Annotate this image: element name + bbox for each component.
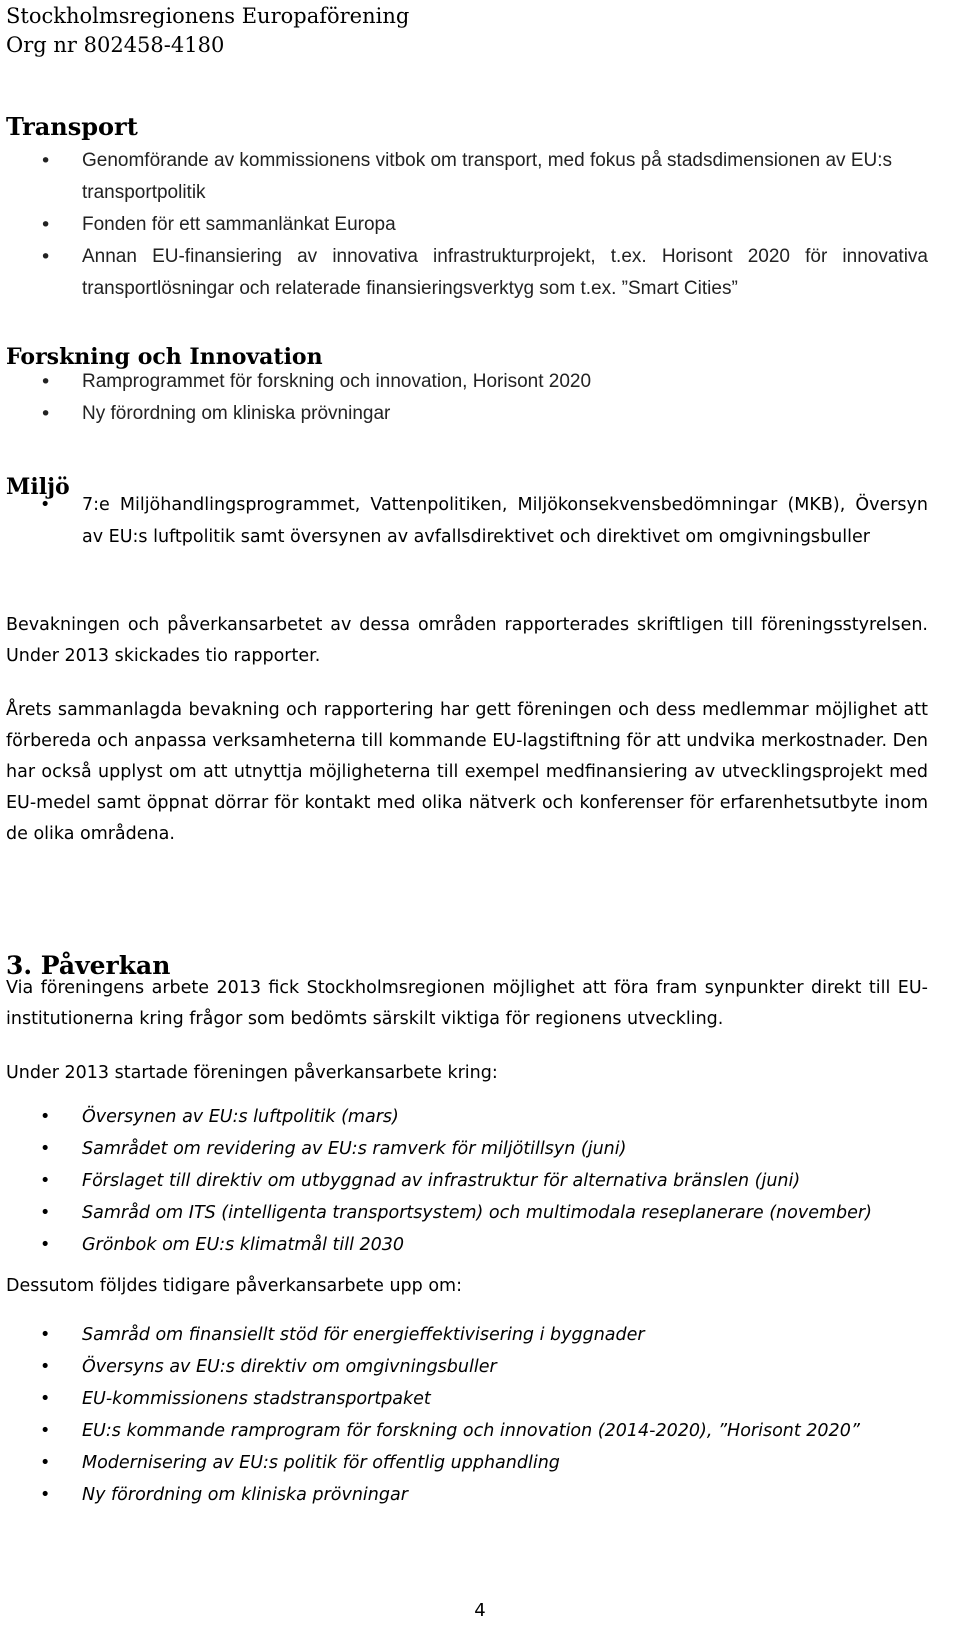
list-item: • Ny förordning om kliniska prövningar [0, 1479, 928, 1511]
org-number: Org nr 802458-4180 [6, 33, 225, 57]
list-item: • Samrådet om revidering av EU:s ramverk för miljötillsyn (juni) [0, 1133, 928, 1165]
list-item: • Översynen av EU:s luftpolitik (mars) [0, 1101, 928, 1133]
forskning-list [0, 366, 928, 430]
page-header [6, 2, 409, 60]
list-item: • Samråd om ITS (intelligenta transportsystem) och multimodala reseplanerare (november) [0, 1197, 928, 1229]
org-name: Stockholmsregionens Europaförening [6, 4, 410, 28]
list-item: • Ny förordning om kliniska prövningar [0, 398, 928, 430]
list-item: • EU-kommissionens stadstransportpaket [0, 1383, 928, 1415]
list2-intro: Dessutom följdes tidigare påverkansarbete upp om: [6, 1276, 462, 1296]
list-item: • Ramprogrammet för forskning och innovation, Horisont 2020 [0, 366, 928, 398]
paragraph-bevakning: Bevakningen och påverkansarbetet av dessa områden rapporterades skriftligen till föreningsstyrelsen. Under 2013 skickades tio rapporter. [6, 615, 928, 666]
miljo-list [0, 489, 928, 553]
list-item: • EU:s kommande ramprogram för forskning och innovation (2014-2020), ”Horisont 2020” [0, 1415, 928, 1447]
list-item: • Grönbok om EU:s klimatmål till 2030 [0, 1229, 928, 1261]
list-item: • Modernisering av EU:s politik för offentlig upphandling [0, 1447, 928, 1479]
list-item: • Annan EU-finansiering av innovativa infrastrukturprojekt, t.ex. Horisont 2020 för innovativa transportlösningar och relaterade finansieringsverktyg som t.ex. ”Smart Cities” [0, 241, 928, 305]
heading-transport: Transport [6, 112, 138, 141]
list-item: • Förslaget till direktiv om utbyggnad av infrastruktur för alternativa bränslen (juni) [0, 1165, 928, 1197]
heading-forskning: Forskning och Innovation [6, 344, 323, 370]
heading-miljo: Miljö [6, 474, 70, 500]
page-number: 4 [474, 1600, 486, 1621]
list-item: • Genomförande av kommissionens vitbok om transport, med fokus på stadsdimensionen av EU:s transportpolitik [0, 145, 928, 209]
paragraph-arets: Årets sammanlagda bevakning och rapportering har gett föreningen och dess medlemmar möjlighet att förbereda och anpassa verksamheterna till kommande EU-lagstiftning för att undvika merkostnader. Den har också upplyst om att utnyttja möjligheterna till exempel medfinansiering av utvecklingsprojekt med EU-medel samt öppnat dörrar för kontakt med olika nätverk och konferenser för erfarenhetsutbyte inom de olika områdena. [6, 700, 928, 844]
list-item: • Översyns av EU:s direktiv om omgivningsbuller [0, 1351, 928, 1383]
heading-paverkan: 3. Påverkan [6, 951, 171, 980]
list2 [0, 1319, 928, 1511]
list1-intro: Under 2013 startade föreningen påverkansarbete kring: [6, 1063, 498, 1083]
list-item: • Samråd om finansiellt stöd för energieffektivisering i byggnader [0, 1319, 928, 1351]
transport-list [0, 145, 928, 305]
list1 [0, 1101, 928, 1261]
paragraph-paverkan-intro: Via föreningens arbete 2013 fick Stockholmsregionen möjlighet att föra fram synpunkter direkt till EU-institutionerna kring frågor som bedömts särskilt viktiga för regionens utveckling. [6, 978, 928, 1029]
list-item: • 7:e Miljöhandlingsprogrammet, Vattenpolitiken, Miljökonsekvensbedömningar (MKB), Översyn av EU:s luftpolitik samt översynen av avfallsdirektivet och direktivet om omgivningsbuller [0, 489, 928, 553]
list-item: • Fonden för ett sammanlänkat Europa [0, 209, 928, 241]
